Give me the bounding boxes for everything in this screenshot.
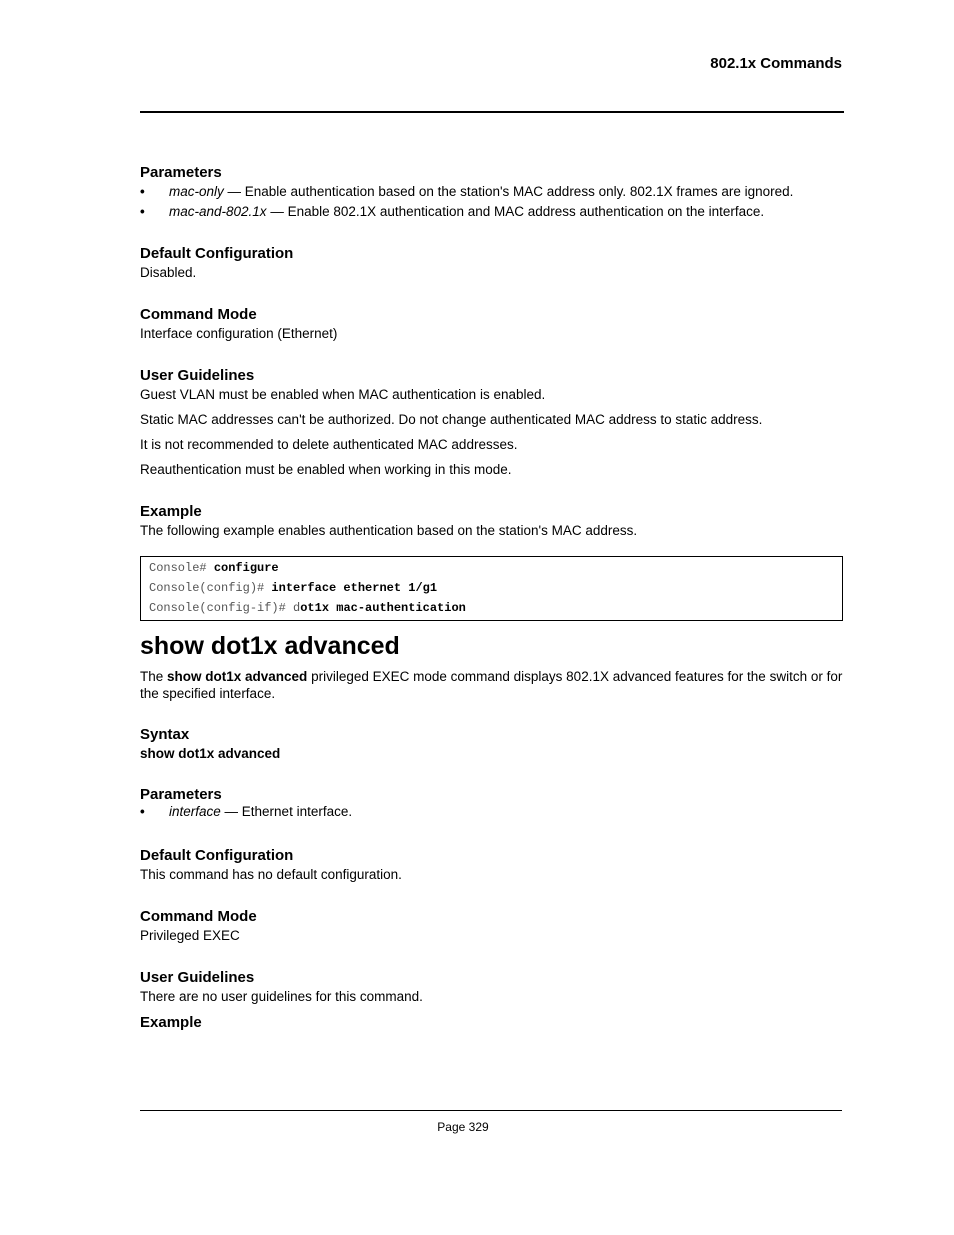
parameters-section-2 <box>140 786 844 822</box>
user-guidelines-heading: User Guidelines <box>140 969 255 986</box>
syntax-section <box>140 726 844 762</box>
default-config-text: Disabled. <box>140 265 197 280</box>
list-item: • interface — Ethernet interface. <box>140 804 353 819</box>
page-header-title: 802.1x Commands <box>710 55 842 72</box>
syntax-heading: Syntax <box>140 726 190 743</box>
command-intro: The show dot1x advanced privileged EXEC mode command displays 802.1X advanced features for the switch or for the specified interface. <box>140 669 843 701</box>
command-mode-heading: Command Mode <box>140 306 257 323</box>
parameters-section <box>140 164 844 222</box>
command-mode-heading: Command Mode <box>140 908 257 925</box>
footer-rule <box>140 1110 842 1111</box>
page-number: Page 329 <box>437 1120 489 1134</box>
user-guidelines-text: There are no user guidelines for this command. <box>140 989 423 1004</box>
guideline-paragraph: It is not recommended to delete authenticated MAC addresses. <box>140 437 518 452</box>
default-config-text: This command has no default configuration. <box>140 867 402 882</box>
command-mode-section <box>140 306 844 342</box>
example-heading: Example <box>140 503 202 520</box>
parameters-heading: Parameters <box>140 786 222 803</box>
guideline-paragraph: Reauthentication must be enabled when working in this mode. <box>140 462 512 477</box>
user-guidelines-section <box>140 367 844 486</box>
parameters-list <box>140 802 844 822</box>
code-line: Console(config)# interface ethernet 1/g1 <box>149 581 438 595</box>
default-config-section-2 <box>140 847 844 883</box>
code-block <box>140 556 843 621</box>
example-section-2 <box>140 1014 844 1031</box>
example-text: The following example enables authentication based on the station's MAC address. <box>140 523 638 538</box>
guideline-paragraph: Static MAC addresses can't be authorized. Do not change authenticated MAC address to static address. <box>140 412 763 427</box>
code-line: Console# configure <box>149 561 279 575</box>
parameters-list <box>140 182 844 222</box>
command-title: show dot1x advanced <box>140 632 400 660</box>
command-mode-text: Interface configuration (Ethernet) <box>140 326 338 341</box>
code-line: Console(config-if)# dot1x mac-authentication <box>149 601 466 615</box>
syntax-text: show dot1x advanced <box>140 746 281 761</box>
default-config-section <box>140 245 844 281</box>
example-section <box>140 503 844 539</box>
parameters-heading: Parameters <box>140 164 222 181</box>
user-guidelines-heading: User Guidelines <box>140 367 255 384</box>
default-config-heading: Default Configuration <box>140 847 294 864</box>
list-item: • mac-and-802.1x — Enable 802.1X authentication and MAC address authentication on the interface. <box>140 204 765 219</box>
user-guidelines-section-2 <box>140 969 844 1005</box>
command-mode-section-2 <box>140 908 844 944</box>
list-item: • mac-only — Enable authentication based on the station's MAC address only. 802.1X frames are ignored. <box>140 184 794 199</box>
example-heading: Example <box>140 1014 202 1031</box>
guideline-paragraph: Guest VLAN must be enabled when MAC authentication is enabled. <box>140 387 546 402</box>
command-mode-text: Privileged EXEC <box>140 928 240 943</box>
header-rule <box>140 111 844 113</box>
default-config-heading: Default Configuration <box>140 245 294 262</box>
